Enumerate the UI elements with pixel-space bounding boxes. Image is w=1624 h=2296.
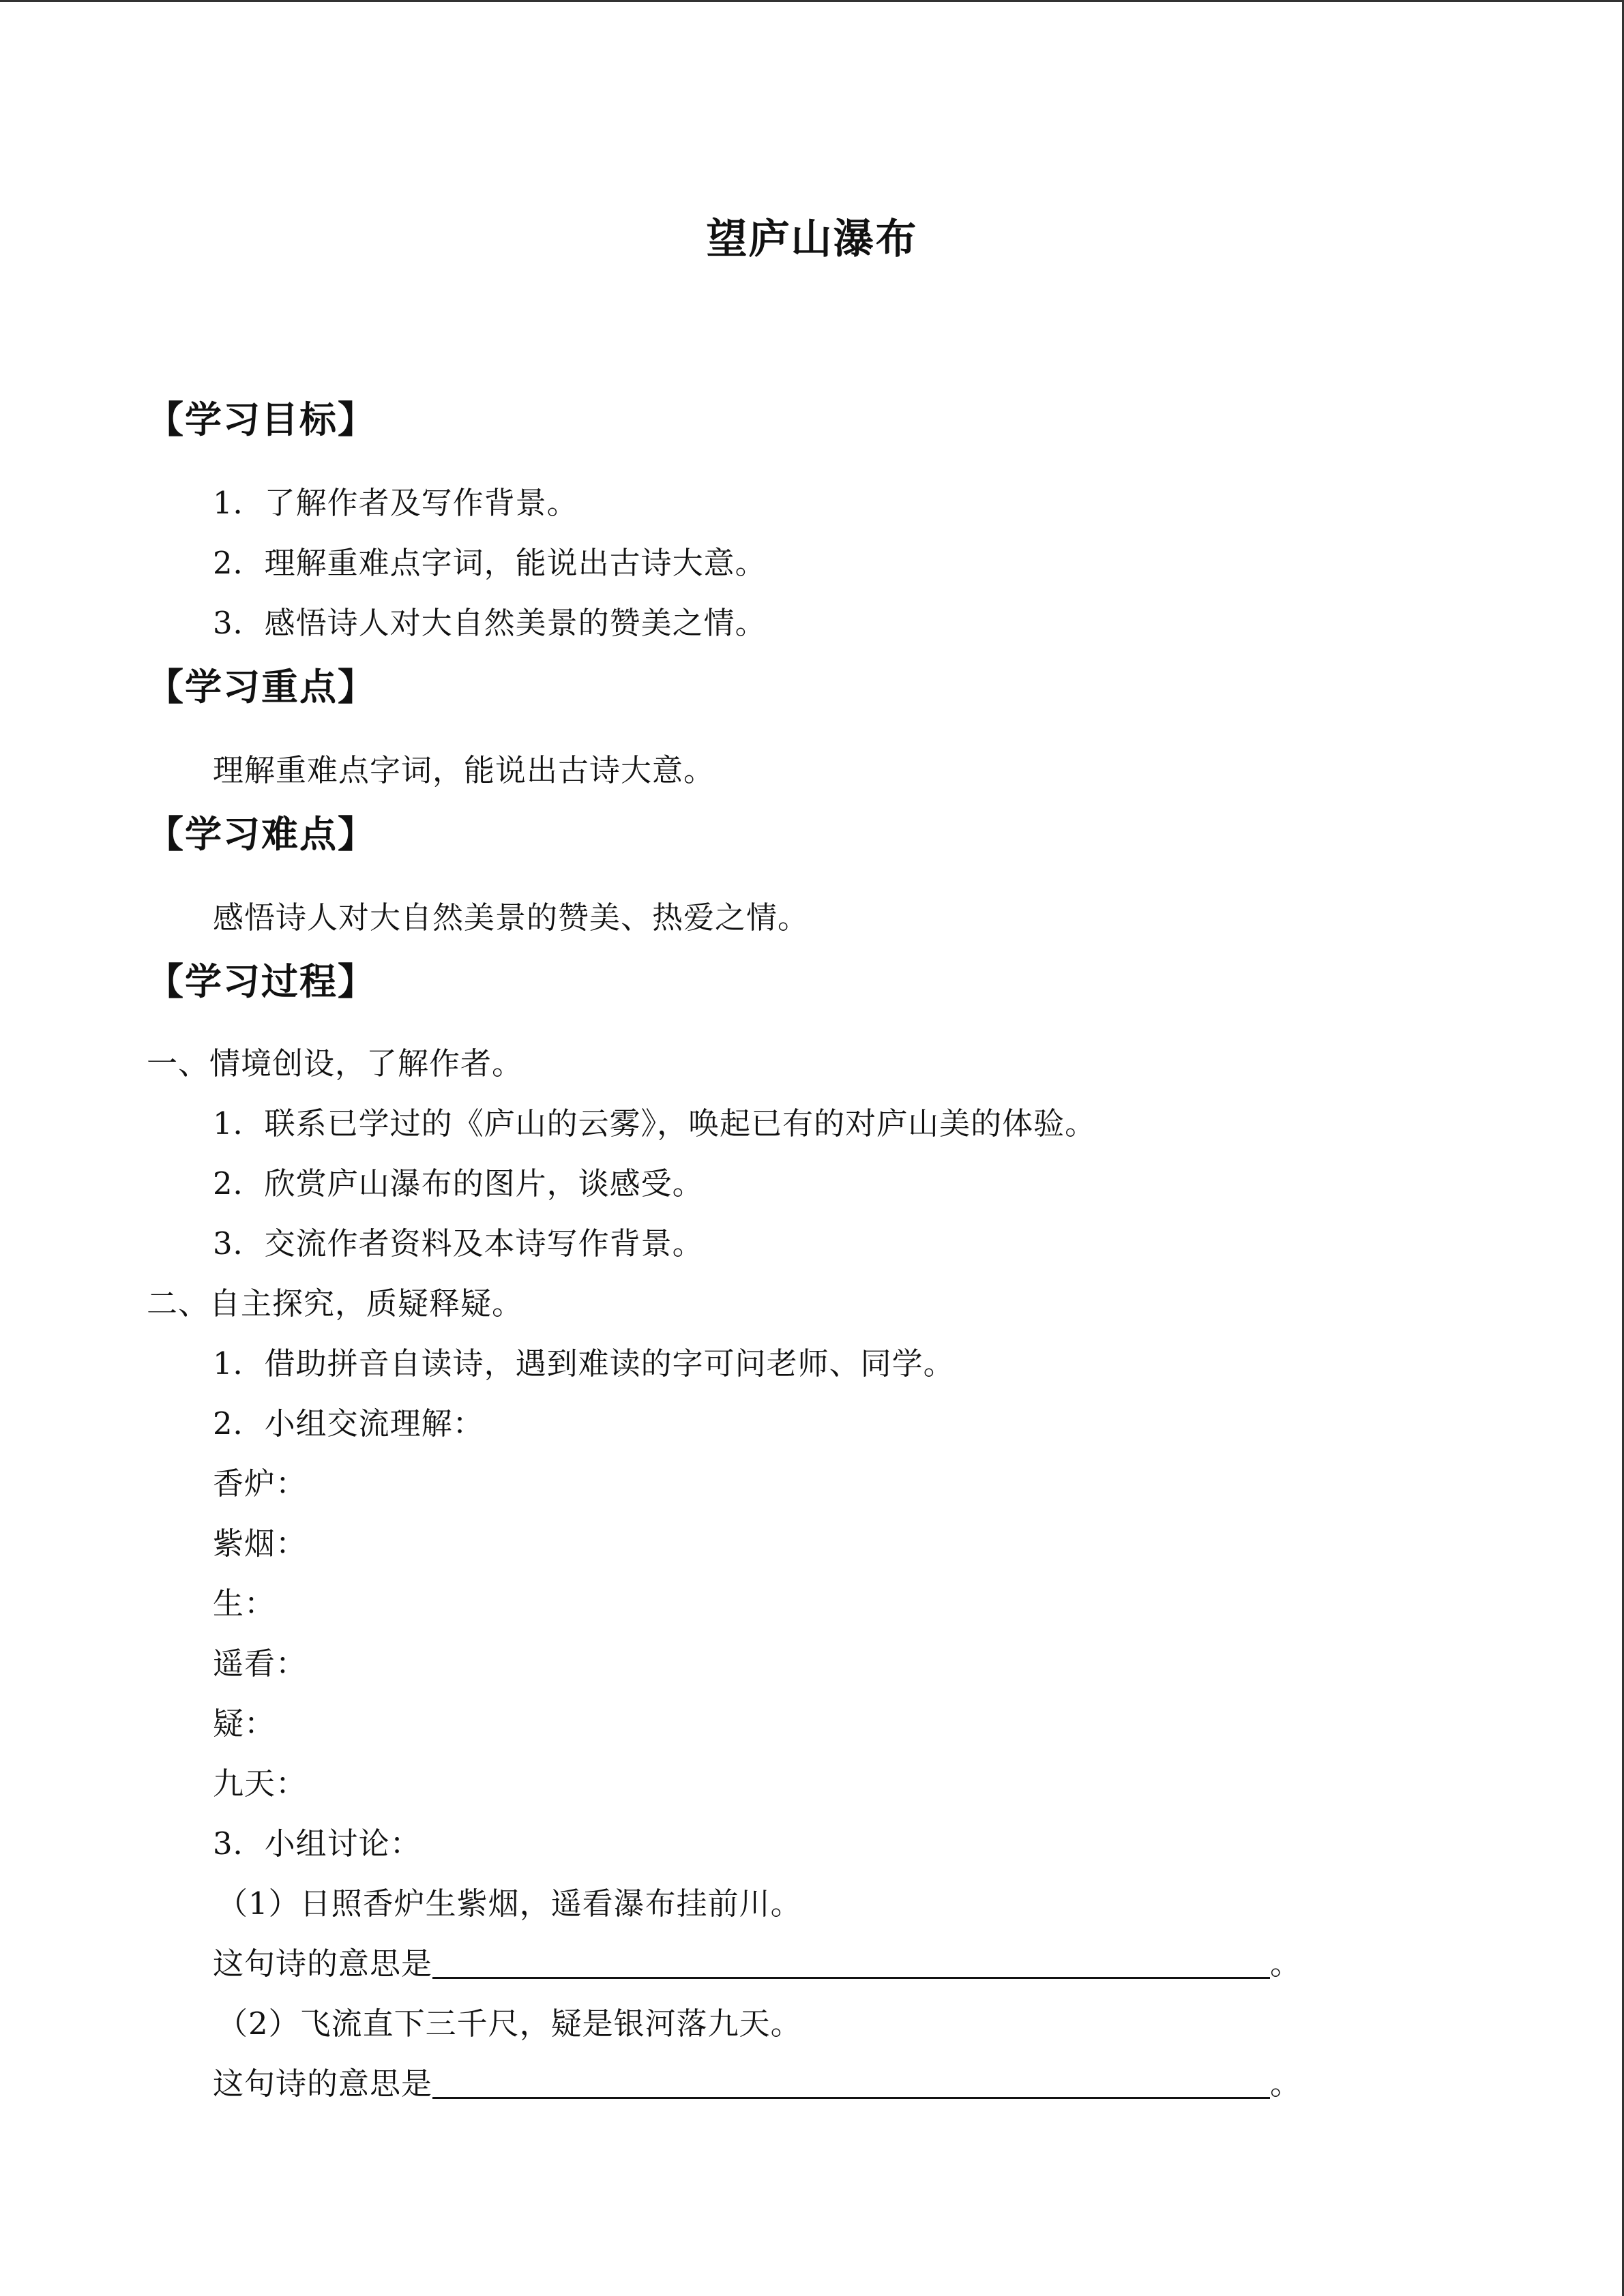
term-label: 遥看： — [213, 1645, 308, 1682]
term-label: 疑： — [213, 1705, 276, 1742]
part1-item: 2．欣赏庐山瀑布的图片，谈感受。 — [213, 1165, 704, 1202]
term-label: 生： — [213, 1585, 276, 1622]
part2-item: 1．借助拼音自读诗，遇到难读的字可问老师、同学。 — [213, 1345, 955, 1382]
discussion-question: （2）飞流直下三千尺，疑是银河落九天。 — [217, 2006, 802, 2042]
objective-item: 1．了解作者及写作背景。 — [213, 485, 578, 521]
key-points-heading: 【学习重点】 — [147, 666, 376, 709]
discussion-question: （1）日照香炉生紫烟，遥看瀑布挂前川。 — [217, 1885, 802, 1922]
part1-item: 1．联系已学过的《庐山的云雾》，唤起已有的对庐山美的体验。 — [213, 1105, 1097, 1142]
part2-title: 二、自主探究，质疑释疑。 — [147, 1285, 524, 1322]
objectives-heading: 【学习目标】 — [147, 398, 376, 441]
key-points-text: 理解重难点字词，能说出古诗大意。 — [213, 752, 715, 788]
part1-title: 一、情境创设，了解作者。 — [147, 1045, 524, 1082]
difficulties-heading: 【学习难点】 — [147, 813, 376, 856]
term-label: 香炉： — [213, 1465, 308, 1502]
objective-item: 2．理解重难点字词，能说出古诗大意。 — [213, 545, 767, 581]
term-label: 紫烟： — [213, 1525, 308, 1562]
process-heading: 【学习过程】 — [147, 960, 376, 1003]
answer-end: 。 — [1270, 2066, 1302, 2102]
term-label: 九天： — [213, 1765, 308, 1802]
difficulties-text: 感悟诗人对大自然美景的赞美、热爱之情。 — [213, 899, 810, 936]
answer-line — [213, 1939, 1301, 1983]
answer-end: 。 — [1270, 1945, 1302, 1982]
answer-line — [213, 2059, 1301, 2103]
answer-prompt: 这句诗的意思是 — [213, 2066, 433, 2102]
part1-item: 3．交流作者资料及本诗写作背景。 — [213, 1225, 704, 1262]
document-title: 望庐山瀑布 — [706, 215, 918, 263]
answer-blank[interactable] — [432, 1950, 1270, 1979]
part2-item: 2．小组交流理解： — [213, 1405, 484, 1442]
objective-item: 3．感悟诗人对大自然美景的赞美之情。 — [213, 605, 767, 641]
answer-prompt: 这句诗的意思是 — [213, 1945, 433, 1982]
answer-blank[interactable] — [432, 2070, 1270, 2099]
part2-item: 3．小组讨论： — [213, 1825, 422, 1862]
